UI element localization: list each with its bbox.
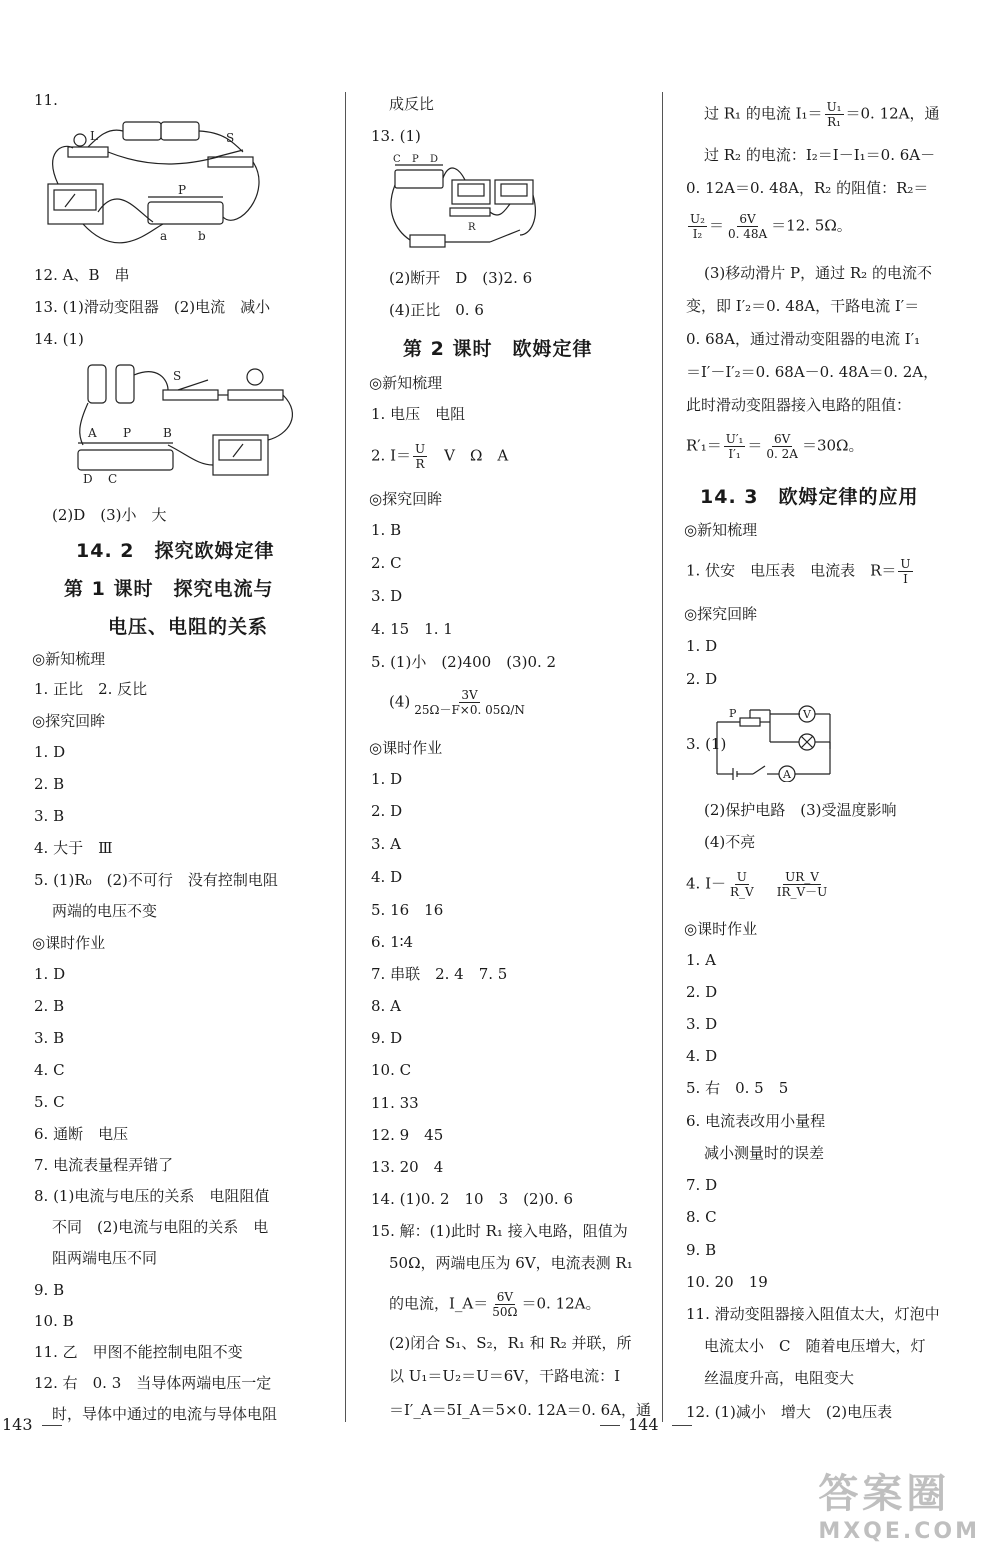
circuit-figure-13 xyxy=(390,150,540,255)
answer-line: 12. 9 45 xyxy=(371,1126,444,1144)
answer-line: 两端的电压不变 xyxy=(52,902,158,920)
fraction-numerator: U₂ xyxy=(690,212,705,226)
formula-prefix: 2. I＝ xyxy=(371,446,412,465)
answer-line: ＝I′_A＝5I_A＝5×0. 12A＝0. 6A，通 xyxy=(389,1401,652,1419)
subsection-review: ◎探究回眸 xyxy=(32,712,106,730)
fraction xyxy=(688,212,707,241)
answer-line: 9. B xyxy=(34,1281,65,1299)
subsection-new-knowledge: ◎新知梳理 xyxy=(369,374,443,392)
answer-14-label: 14. (1) xyxy=(34,330,84,348)
answer-line: 7. 串联 2. 4 7. 5 xyxy=(371,965,508,983)
answer-12: 12. A、B 串 xyxy=(34,266,130,284)
section-heading-14-3: 14. 3 欧姆定律的应用 xyxy=(700,486,919,508)
column-divider-2 xyxy=(662,92,663,1422)
fraction-numerator: UR_V xyxy=(785,870,819,884)
fraction-numerator: U xyxy=(415,442,426,456)
formula-prefix: 1. 伏安 电压表 电流表 R＝ xyxy=(686,561,897,580)
fig13-label-C: C xyxy=(393,154,401,165)
answer-line: (3)移动滑片 P，通过 R₂ 的电流不 xyxy=(704,264,932,282)
answer-line: 3. A xyxy=(371,835,401,853)
subsection-new-knowledge: ◎新知梳理 xyxy=(32,650,106,668)
answer-line: 9. D xyxy=(371,1029,403,1047)
answer-line: 3. D xyxy=(686,1015,718,1033)
fraction-denominator: I₂ xyxy=(692,227,703,241)
answer-line: 1. D xyxy=(371,770,403,788)
fig13-label-D: D xyxy=(430,154,439,165)
fraction-denominator: R xyxy=(415,457,425,471)
footer-dash xyxy=(600,1425,620,1426)
fig3-label-A: A xyxy=(783,768,791,781)
fraction-denominator: IR_V－U xyxy=(776,885,828,899)
section-heading-14-2: 14. 2 探究欧姆定律 xyxy=(76,540,275,562)
watermark-text: 答案圈 xyxy=(818,1471,951,1517)
fraction xyxy=(490,1290,519,1319)
fig14-label-P: P xyxy=(123,426,132,440)
answer-line: 50Ω，两端电压为 6V，电流表测 R₁ xyxy=(389,1254,633,1272)
watermark-url: MXQE.COM xyxy=(818,1519,980,1544)
fig14-label-C: C xyxy=(108,472,118,485)
answer-line: 3. B xyxy=(34,1029,65,1047)
fig13-label-R: R xyxy=(468,222,476,233)
answer-line: 8. A xyxy=(371,997,401,1015)
fraction-numerator: U xyxy=(736,870,747,884)
fraction xyxy=(412,688,527,717)
footer-dash xyxy=(42,1425,62,1426)
answer-line: 14. (1)0. 2 10 3 (2)0. 6 xyxy=(371,1190,573,1208)
page-number-left: 143 xyxy=(2,1415,33,1434)
fig11-label-L: L xyxy=(90,129,98,143)
fig14-label-S: S xyxy=(173,369,182,383)
formula-prefix: (4) xyxy=(389,692,411,711)
subsection-new-knowledge: ◎新知梳理 xyxy=(684,521,758,539)
equals-sign: ＝ xyxy=(747,436,763,455)
answer-line: 11. 滑动变阻器接入阻值太大，灯泡中 xyxy=(686,1305,940,1323)
answer-line: 不同 (2)电流与电阻的关系 电 xyxy=(52,1218,269,1236)
answer-line: 0. 12A＝0. 48A，R₂ 的阻值：R₂＝ xyxy=(686,179,929,197)
subsection-review: ◎探究回眸 xyxy=(369,490,443,508)
answer-formula xyxy=(686,432,864,461)
fraction xyxy=(775,870,830,899)
answer-line: 1. D xyxy=(34,743,66,761)
answer-line: 6. 电流表改用小量程 xyxy=(686,1112,826,1130)
answer-formula xyxy=(686,212,852,241)
answer-13: 13. (1)滑动变阻器 (2)电流 减小 xyxy=(34,298,271,316)
answer-line: 2. D xyxy=(686,670,718,688)
answer-line: 时，导体中通过的电流与导体电阻 xyxy=(52,1405,278,1423)
subsection-review: ◎探究回眸 xyxy=(684,605,758,623)
formula-suffix: ＝0. 12A。 xyxy=(521,1294,601,1313)
answer-line: 8. C xyxy=(686,1208,717,1226)
fig11-label-b: b xyxy=(198,229,206,243)
answer-line: 5. (1)小 (2)400 (3)0. 2 xyxy=(371,653,557,671)
equals-sign: ＝ xyxy=(708,216,724,235)
formula-prefix: 4. I－ xyxy=(686,874,727,893)
answer-line: 以 U₁＝U₂＝U＝6V，干路电流：I xyxy=(389,1367,621,1385)
answer-line: 过 R₂ 的电流：I₂＝I－I₁＝0. 6A－ xyxy=(704,146,936,164)
answer-line: 1. D xyxy=(686,637,718,655)
fraction-numerator: U₁ xyxy=(826,100,842,114)
fig11-label-a: a xyxy=(160,229,168,243)
answer-line: 12. 右 0. 3 当导体两端电压一定 xyxy=(34,1374,272,1392)
answer-13-label: 13. (1) xyxy=(371,127,421,145)
answer-line: 8. (1)电流与电压的关系 电阻阻值 xyxy=(34,1187,270,1205)
answer-line: 3. D xyxy=(371,587,403,605)
answer-line: 11. 33 xyxy=(371,1094,419,1112)
answer-line: 1. 电压 电阻 xyxy=(371,405,466,423)
fraction-denominator: 50Ω xyxy=(492,1305,518,1319)
answer-line: 成反比 xyxy=(389,95,435,113)
answer-line: (2)闭合 S₁、S₂，R₁ 和 R₂ 并联，所 xyxy=(389,1334,632,1352)
answer-line: 3. B xyxy=(34,807,65,825)
lesson-heading-2: 第 2 课时 欧姆定律 xyxy=(403,338,593,360)
answer-line: 2. B xyxy=(34,997,65,1015)
fig3-label-P: P xyxy=(729,707,737,720)
fraction-numerator: 6V xyxy=(739,212,756,226)
footer-dash xyxy=(672,1425,692,1426)
answer-line: 1. D xyxy=(34,965,66,983)
formula-prefix: R′₁＝ xyxy=(686,436,722,455)
answer-line: 5. (1)R₀ (2)不可行 没有控制电阻 xyxy=(34,871,278,889)
fraction-numerator: U′₁ xyxy=(725,432,744,446)
answer-formula xyxy=(389,1290,600,1319)
fraction xyxy=(728,870,756,899)
fraction xyxy=(413,442,427,471)
answer-line: 15. 解：(1)此时 R₁ 接入电路，阻值为 xyxy=(371,1222,628,1240)
fig3-label-V: V xyxy=(803,708,811,721)
fraction-numerator: U xyxy=(900,557,911,571)
answer-line: 11. 乙 甲图不能控制电阻不变 xyxy=(34,1343,243,1361)
fraction-denominator: 0. 2A xyxy=(766,447,798,461)
formula-prefix: 的电流，I_A＝ xyxy=(389,1294,489,1313)
answer-line: 2. C xyxy=(371,554,402,572)
circuit-figure-11 xyxy=(38,112,278,252)
answer-line: 减小测量时的误差 xyxy=(704,1144,825,1162)
fraction xyxy=(898,557,912,586)
answer-line: (4)不亮 xyxy=(704,833,756,851)
answer-formula xyxy=(686,870,831,899)
answer-line: 13. 20 4 xyxy=(371,1158,444,1176)
fraction-denominator: I′₁ xyxy=(728,447,741,461)
fraction-numerator: 6V xyxy=(774,432,791,446)
answer-line: 10. 20 19 xyxy=(686,1273,768,1291)
answer-line: 1. 正比 2. 反比 xyxy=(34,680,148,698)
formula-suffix: ＝30Ω。 xyxy=(801,436,864,455)
answer-formula xyxy=(371,442,508,471)
watermark-logo xyxy=(818,1462,980,1544)
answer-line: 7. D xyxy=(686,1176,718,1194)
subsection-homework: ◎课时作业 xyxy=(684,920,758,938)
answer-line: 5. C xyxy=(34,1093,65,1111)
answer-line: 2. D xyxy=(371,802,403,820)
lesson-heading-1b: 电压、电阻的关系 xyxy=(108,616,269,638)
circuit-figure-3 xyxy=(715,702,845,782)
answer-line: 4. D xyxy=(371,868,403,886)
answer-line: 10. C xyxy=(371,1061,412,1079)
fraction-denominator: 0. 48A xyxy=(727,227,768,241)
answer-line: 0. 68A，通过滑动变阻器的电流 I′₁ xyxy=(686,330,921,348)
answer-formula xyxy=(686,557,915,586)
fig14-label-A: A xyxy=(88,426,97,440)
fraction-denominator: R₁ xyxy=(827,115,841,129)
answer-line: 1. A xyxy=(686,951,716,969)
fig14-label-B: B xyxy=(163,426,172,440)
fraction xyxy=(825,100,844,129)
fig13-label-P: P xyxy=(412,154,419,165)
answer-line: 9. B xyxy=(686,1241,717,1259)
answer-line: 7. 电流表量程弄错了 xyxy=(34,1156,174,1174)
answer-3-label: 3. (1) xyxy=(686,735,727,753)
fig11-label-S: S xyxy=(226,131,235,145)
answer-line: 12. (1)减小 增大 (2)电压表 xyxy=(686,1403,893,1421)
answer-line: 电流太小 C 随着电压增大，灯 xyxy=(704,1337,926,1355)
fraction-numerator: 6V xyxy=(496,1290,514,1304)
answer-formula xyxy=(389,688,529,717)
column-divider-1 xyxy=(345,92,346,1422)
formula-prefix: 过 R₁ 的电流 I₁＝ xyxy=(704,104,823,123)
answer-line: 4. 15 1. 1 xyxy=(371,620,453,638)
fraction-denominator: I xyxy=(903,572,908,586)
answer-line: 1. B xyxy=(371,521,402,539)
subsection-homework: ◎课时作业 xyxy=(32,934,106,952)
circuit-figure-14 xyxy=(68,355,298,485)
question-11-label: 11. xyxy=(34,91,58,109)
answer-line: (4)正比 0. 6 xyxy=(389,301,484,319)
page-number-right: 144 xyxy=(628,1415,659,1434)
answer-line: 丝温度升高，电阻变大 xyxy=(704,1369,855,1387)
answer-line: 5. 16 16 xyxy=(371,901,444,919)
answer-14-parts: (2)D (3)小 大 xyxy=(52,506,167,524)
answer-line: 2. D xyxy=(686,983,718,1001)
answer-line: 5. 右 0. 5 5 xyxy=(686,1079,789,1097)
fig14-label-D: D xyxy=(83,472,93,485)
answer-line: 阻两端电压不同 xyxy=(52,1249,158,1267)
answer-line: 10. B xyxy=(34,1312,74,1330)
answer-line: (2)断开 D (3)2. 6 xyxy=(389,269,533,287)
formula-suffix: ＝12. 5Ω。 xyxy=(771,216,852,235)
answer-formula xyxy=(704,100,940,129)
fraction xyxy=(726,212,769,241)
answer-line: (2)保护电路 (3)受温度影响 xyxy=(704,801,897,819)
fraction xyxy=(724,432,746,461)
fig11-label-P: P xyxy=(178,183,187,197)
formula-suffix: ＝0. 12A，通 xyxy=(845,104,940,123)
lesson-heading-1a: 第 1 课时 探究电流与 xyxy=(64,578,274,600)
answer-line: 4. D xyxy=(686,1047,718,1065)
answer-line: 2. B xyxy=(34,775,65,793)
fraction xyxy=(764,432,800,461)
subsection-homework: ◎课时作业 xyxy=(369,739,443,757)
fraction-denominator: 25Ω－F×0. 05Ω/N xyxy=(414,703,525,717)
answer-line: 此时滑动变阻器接入电路的阻值： xyxy=(686,396,912,414)
answer-line: 变，即 I′₂＝0. 48A，干路电流 I′＝ xyxy=(686,297,920,315)
answer-line: 6. 通断 电压 xyxy=(34,1125,129,1143)
fraction-numerator: 3V xyxy=(461,688,478,702)
answer-line: 4. 大于 Ⅲ xyxy=(34,839,113,857)
answer-line: 4. C xyxy=(34,1061,65,1079)
formula-suffix: V Ω A xyxy=(429,446,509,465)
answer-line: 6. 1∶4 xyxy=(371,933,414,951)
answer-line: ＝I′－I′₂＝0. 68A－0. 48A＝0. 2A， xyxy=(686,363,939,381)
fraction-denominator: R_V xyxy=(730,885,754,899)
